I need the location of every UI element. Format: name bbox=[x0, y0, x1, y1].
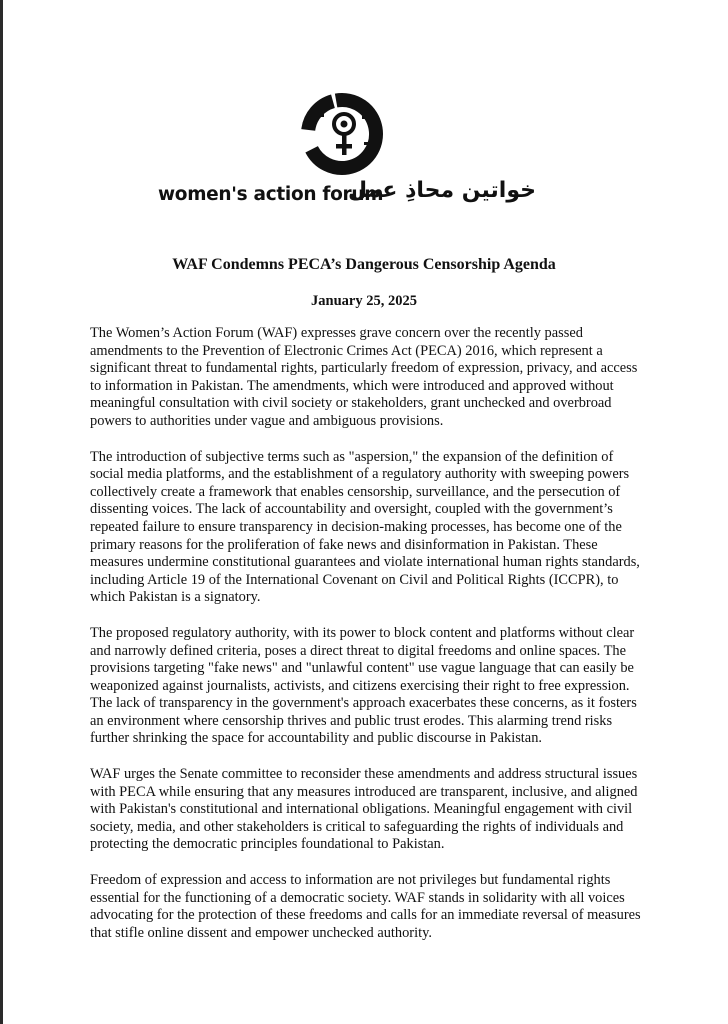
paragraph-4: WAF urges the Senate committee to reconsider these amendments and address structural issues with PECA while ensuring that any measures introduced are transparent, inclusive, and aligned with Pakistan's constitutional and international obligations. Meaningful engagement with civil society, media, and other stakeholders is critical to safeguarding the rights of individuals and protecting the democratic principles foundational to Pakistan. bbox=[90, 766, 638, 853]
waf-logo bbox=[300, 92, 384, 176]
waf-logo-emblem bbox=[300, 92, 384, 176]
document-title: WAF Condemns PECA’s Dangerous Censorship Agenda bbox=[172, 256, 556, 273]
document-date: January 25, 2025 bbox=[311, 293, 417, 309]
brand-name-english: women's action forum bbox=[158, 184, 384, 205]
paragraph-1: The Women’s Action Forum (WAF) expresses grave concern over the recently passed amendments to the Prevention of Electronic Crimes Act (PECA) 2016, which represent a significant threat to fundamental rights, particularly freedom of expression, privacy, and access to information in Pakistan. The amendments, which were introduced and approved without meaningful consultation with civil society or stakeholders, grant unchecked and overbroad powers to authorities under vague and ambiguous provisions. bbox=[90, 325, 638, 429]
paragraph-5: Freedom of expression and access to information are not privileges but fundamental rights essential for the functioning of a democratic society. WAF stands in solidarity with all voices advocating for the protection of these freedoms and calls for an immediate reversal of measures that stifle online dissent and empower unchecked authority. bbox=[90, 872, 641, 941]
brand-name-urdu: خواتین محاذِ عمل bbox=[348, 178, 536, 203]
brand-header bbox=[0, 178, 728, 218]
page-left-edge bbox=[0, 0, 3, 1024]
document-body bbox=[90, 325, 642, 960]
paragraph-2: The introduction of subjective terms such as "aspersion," the expansion of the definition of social media platforms, and the establishment of a regulatory authority with sweeping powers collectively create a framework that enables censorship, surveillance, and the persecution of dissenting voices. The lack of accountability and oversight, coupled with the government’s repeated failure to ensure transparency in decision-making processes, has become one of the primary reasons for the proliferation of fake news and disinformation in Pakistan. These measures undermine constitutional guarantees and violate international human rights standards, including Article 19 of the International Covenant on Civil and Political Rights (ICCPR), to which Pakistan is a signatory. bbox=[90, 448, 640, 606]
paragraph-3: The proposed regulatory authority, with its power to block content and platforms without clear and narrowly defined criteria, poses a direct threat to digital freedoms and online spaces. The provisions targeting "fake news" and "unlawful content" use vague language that can easily be weaponized against journalists, activists, and citizens exercising their right to free expression. The lack of transparency in the government's approach exacerbates these concerns, as it fosters an environment where censorship thrives and public trust erodes. This alarming trend risks further shrinking the space for accountability and public discourse in Pakistan. bbox=[90, 624, 637, 747]
